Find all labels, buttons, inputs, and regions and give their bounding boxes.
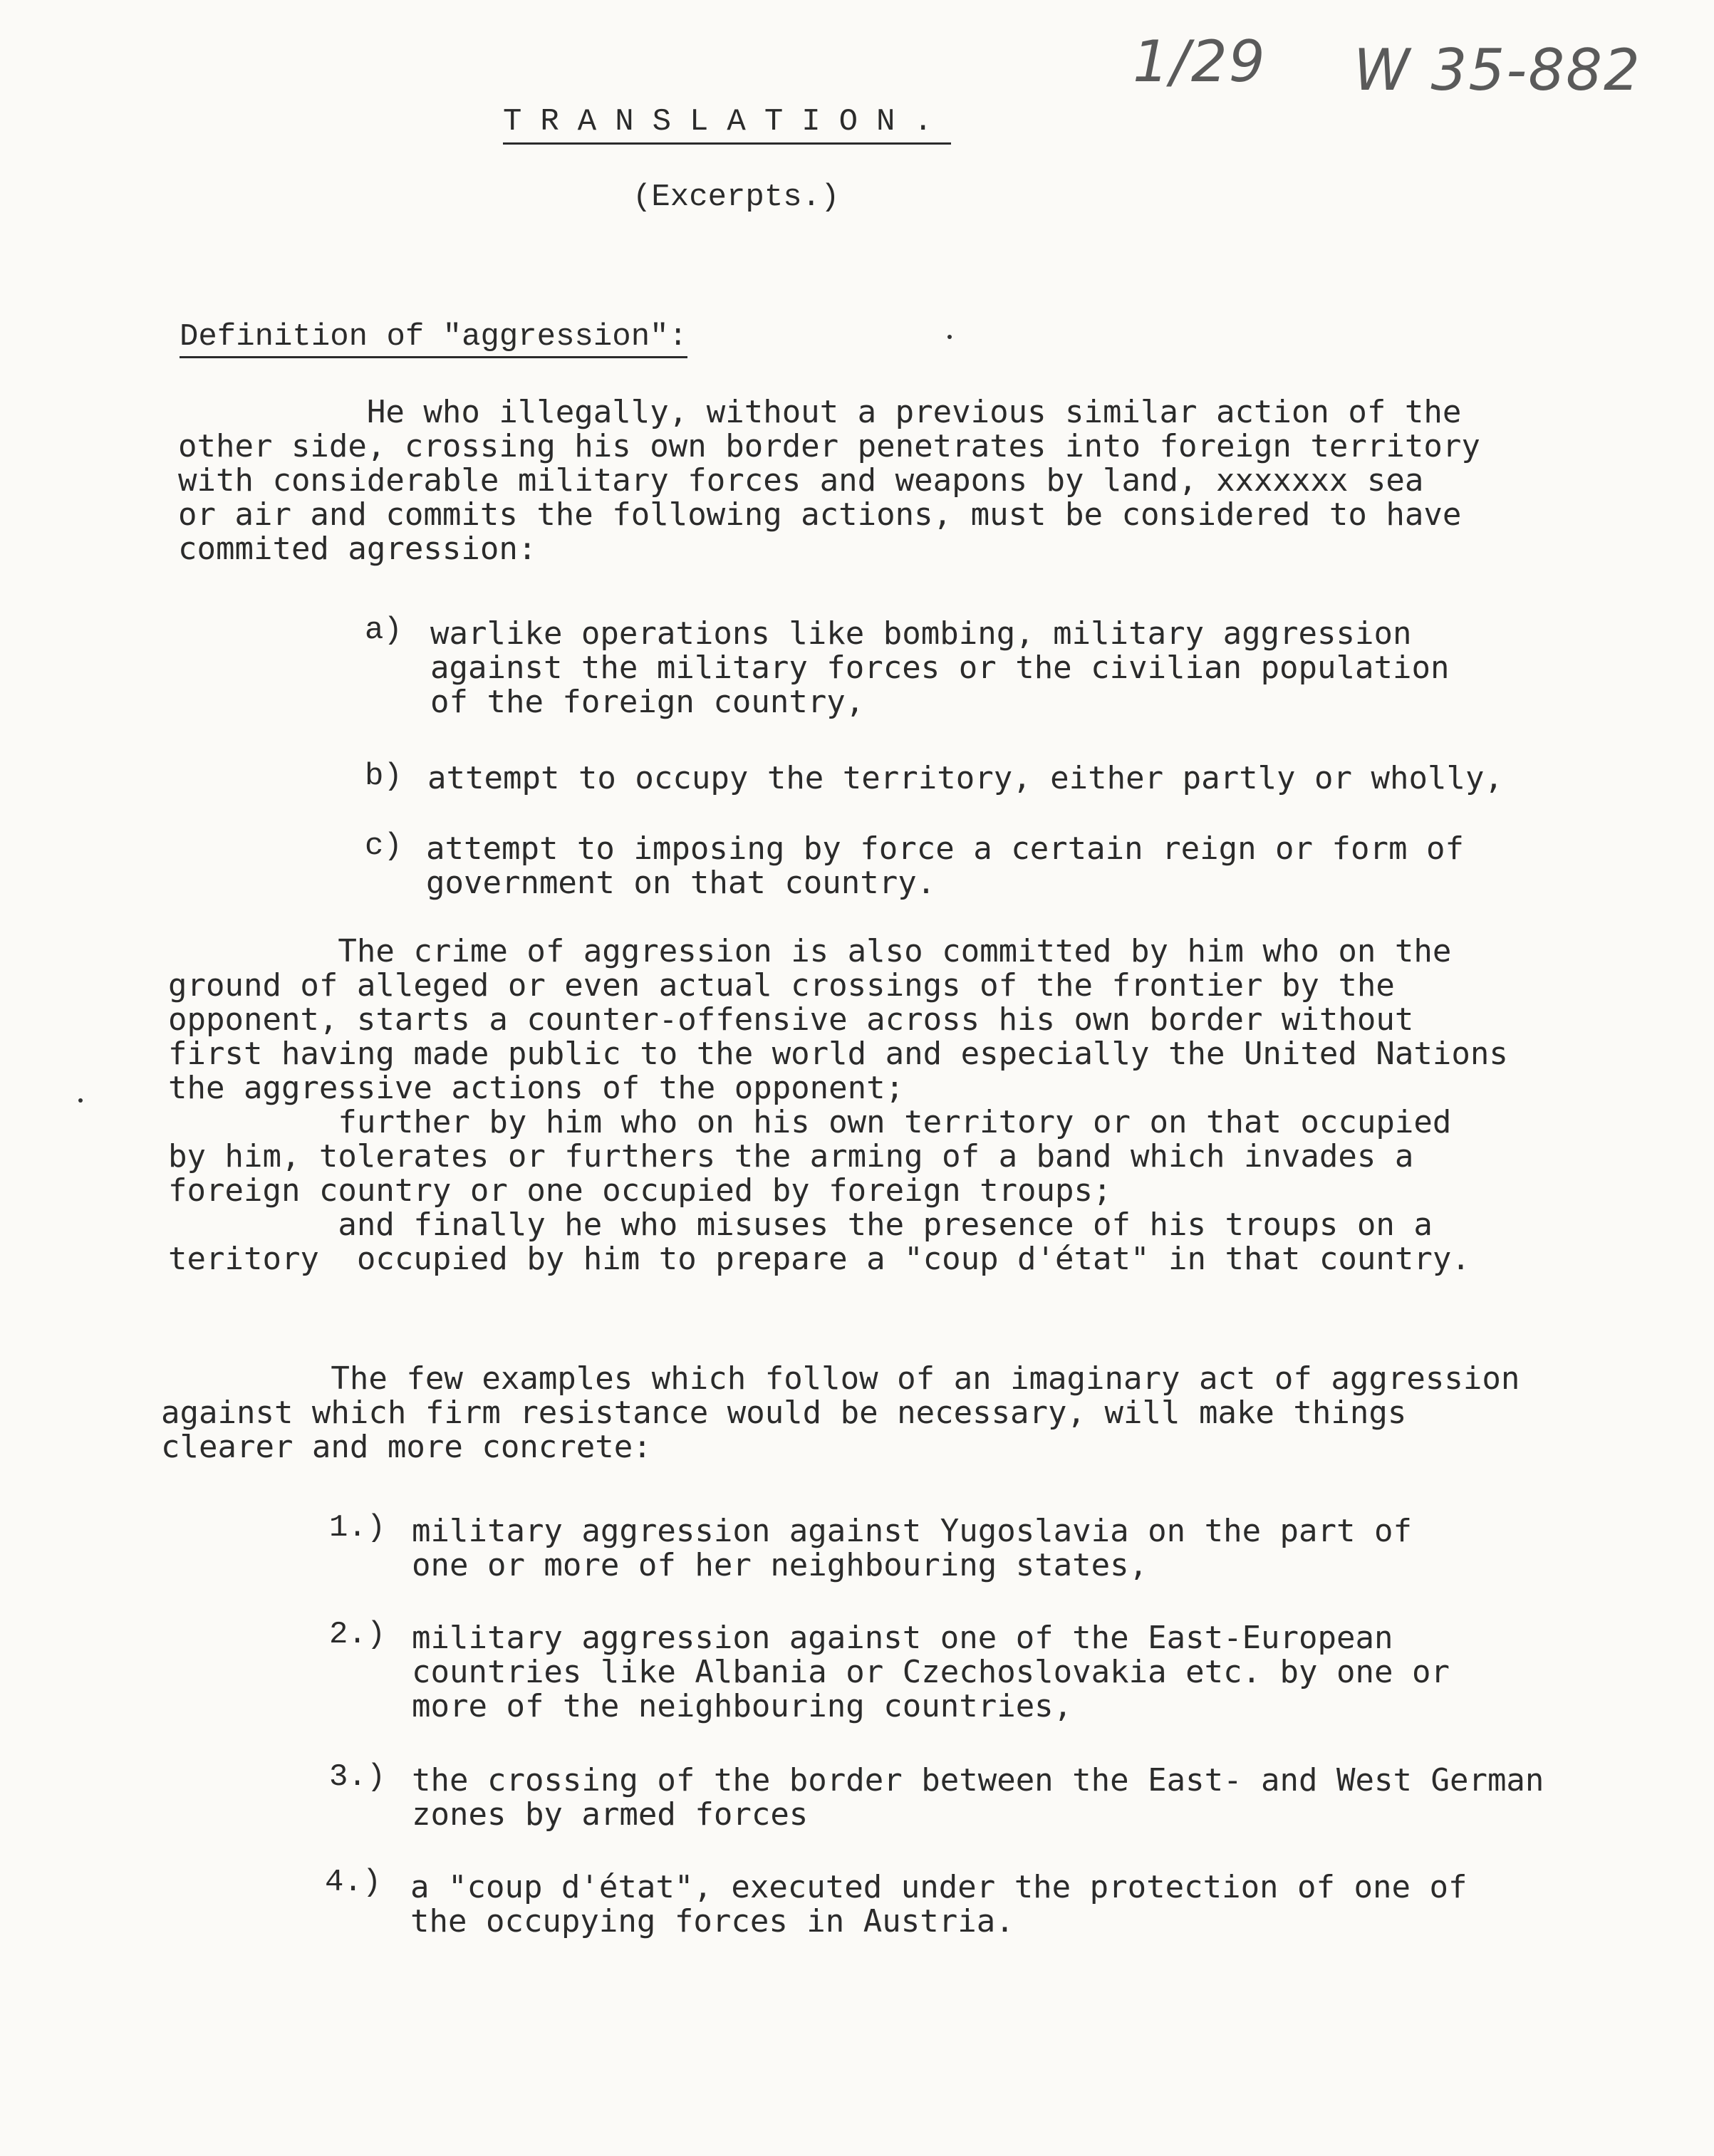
crime-paragraph: The crime of aggression is also committed by him who on the ground of alleged or even actual crossings of the frontier by the opponent, starts a counter-offensive across his own border without first having made public to the world and especially the United Nations the aggressive actions of the opponent; further by him who on his own territory or on that occupied by him, tolerates or furthers the arming of a band which invades a foreign country or one occupied by foreign troups; and finally he who misuses the presence of his troups on a teritory occupied by him to prepare a "coup d'état" in that country. [168,933,1508,1277]
examples-paragraph: The few examples which follow of an imaginary act of aggression against which firm resistance would be necessary, will make things clearer and more concrete: [161,1360,1520,1465]
document-subtitle: (Excerpts.) [633,179,840,215]
ink-speck [947,335,952,339]
example-text: military aggression against one of the East-European countries like Albania or Czechoslovakia etc. by one or more of the neighbouring countries, [412,1620,1450,1724]
example-label: 3.) [329,1759,386,1795]
action-text: warlike operations like bombing, military aggression against the military forces or the civilian population of the foreign country, [430,615,1450,720]
action-text: attempt to occupy the territory, either partly or wholly, [427,760,1503,796]
example-label: 4.) [325,1865,382,1900]
action-text: attempt to imposing by force a certain reign or form of government on that country. [426,830,1464,901]
example-text: a "coup d'état", executed under the protection of one of the occupying forces in Austria. [410,1869,1468,1939]
intro-paragraph: He who illegally, without a previous similar action of the other side, crossing his own border penetrates into foreign territory with considerable military forces and weapons by land, xxxxxxx sea or air and commits the following actions, must be considered to have commited agression: [178,394,1480,567]
action-label: a) [365,613,402,648]
example-text: military aggression against Yugoslavia on the part of one or more of her neighbouring states, [412,1513,1412,1583]
example-label: 1.) [329,1510,386,1546]
document-title: TRANSLATION. [503,104,951,145]
section-heading: Definition of "aggression": [180,319,687,358]
example-label: 2.) [329,1617,386,1652]
example-text: the crossing of the border between the East- and West German zones by armed forces [412,1762,1544,1833]
handwritten-reference: W 35-882 [1354,37,1641,103]
handwritten-folio: 1/29 [1133,28,1267,95]
ink-speck [78,1098,83,1103]
action-label: b) [365,759,402,794]
action-label: c) [365,828,402,864]
